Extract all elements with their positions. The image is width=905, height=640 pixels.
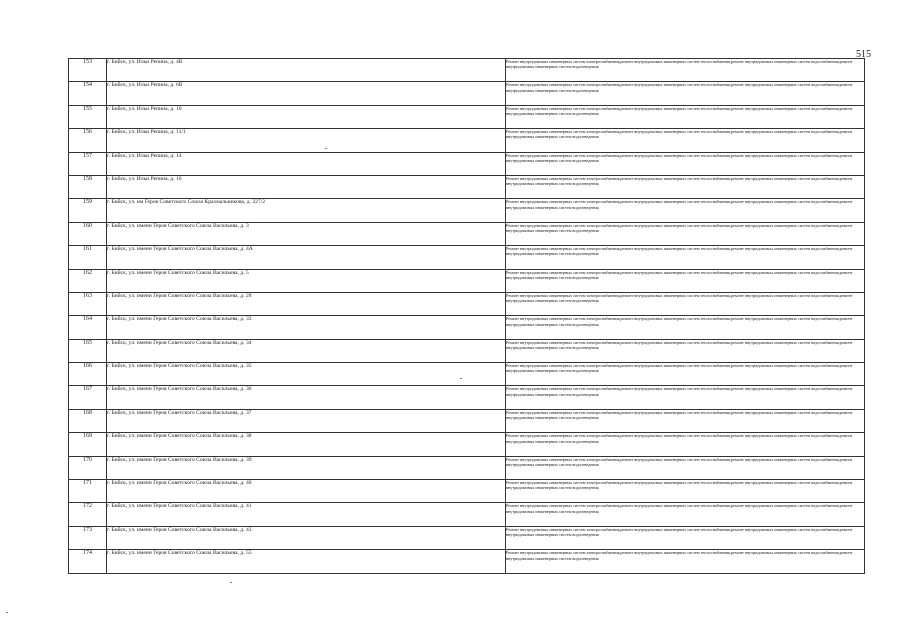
row-number: 168: [69, 409, 107, 432]
row-work-types: Ремонт внутридомовых инженерных систем электроснабжения,ремонт внутридомовых инженерных систем теплоснабжения,ремонт внутридомовых инженерных систем водоснабжения,ремонт внутридомовых инженерных систем водоотведения: [506, 409, 865, 432]
row-address: г. Бийск, ул. имени Героя Советского Союза Васильева, д. 34: [107, 339, 506, 362]
row-number: 173: [69, 526, 107, 549]
row-work-types: Ремонт внутридомовых инженерных систем электроснабжения,ремонт внутридомовых инженерных систем теплоснабжения,ремонт внутридомовых инженерных систем водоснабжения,ремонт внутридомовых инженерных систем водоотведения: [506, 222, 865, 245]
row-work-types: Ремонт внутридомовых инженерных систем электроснабжения,ремонт внутридомовых инженерных систем теплоснабжения,ремонт внутридомовых инженерных систем водоснабжения,ремонт внутридомовых инженерных систем водоотведения: [506, 550, 865, 573]
row-work-types: Ремонт внутридомовых инженерных систем электроснабжения,ремонт внутридомовых инженерных систем теплоснабжения,ремонт внутридомовых инженерных систем водоснабжения,ремонт внутридомовых инженерных систем водоотведения: [506, 129, 865, 152]
row-address: г. Бийск, ул. имени Героя Советского Союза Васильева, д. 35: [107, 363, 506, 386]
row-address: г. Бийск, ул. имени Героя Советского Союза Васильева, д. 55: [107, 550, 506, 573]
row-address: г. Бийск, ул. Ильи Репина, д. 10: [107, 105, 506, 128]
row-address: г. Бийск, ул. имени Героя Советского Союза Васильева, д. 38: [107, 433, 506, 456]
row-work-types: Ремонт внутридомовых инженерных систем электроснабжения,ремонт внутридомовых инженерных систем теплоснабжения,ремонт внутридомовых инженерных систем водоснабжения,ремонт внутридомовых инженерных систем водоотведения: [506, 386, 865, 409]
table-row: [69, 363, 865, 386]
table-row: [69, 269, 865, 292]
row-number: 164: [69, 316, 107, 339]
table-row: [69, 59, 865, 82]
row-number: 153: [69, 59, 107, 82]
row-number: 162: [69, 269, 107, 292]
row-work-types: Ремонт внутридомовых инженерных систем электроснабжения,ремонт внутридомовых инженерных систем теплоснабжения,ремонт внутридомовых инженерных систем водоснабжения,ремонт внутридомовых инженерных систем водоотведения: [506, 175, 865, 198]
row-work-types: Ремонт внутридомовых инженерных систем электроснабжения,ремонт внутридомовых инженерных систем теплоснабжения,ремонт внутридомовых инженерных систем водоснабжения,ремонт внутридомовых инженерных систем водоотведения: [506, 480, 865, 503]
row-work-types: Ремонт внутридомовых инженерных систем электроснабжения,ремонт внутридомовых инженерных систем теплоснабжения,ремонт внутридомовых инженерных систем водоснабжения,ремонт внутридомовых инженерных систем водоотведения: [506, 433, 865, 456]
row-number: 158: [69, 175, 107, 198]
row-address: г. Бийск, ул. Ильи Репина, д. 16: [107, 175, 506, 198]
row-address: г. Бийск, ул. имени Героя Советского Союза Васильева, д. 3: [107, 222, 506, 245]
row-number: 159: [69, 199, 107, 222]
row-work-types: Ремонт внутридомовых инженерных систем электроснабжения,ремонт внутридомовых инженерных систем теплоснабжения,ремонт внутридомовых инженерных систем водоснабжения,ремонт внутридомовых инженерных систем водоотведения: [506, 292, 865, 315]
row-address: г. Бийск, ул. имени Героя Советского Союза Васильева, д. 28: [107, 292, 506, 315]
row-work-types: Ремонт внутридомовых инженерных систем электроснабжения,ремонт внутридомовых инженерных систем теплоснабжения,ремонт внутридомовых инженерных систем водоснабжения,ремонт внутридомовых инженерных систем водоотведения: [506, 199, 865, 222]
row-address: г. Бийск, ул. имени Героя Советского Союза Васильева, д. 43: [107, 526, 506, 549]
scan-artifact: [230, 582, 232, 583]
row-address: г. Бийск, ул. имени Героя Советского Союза Васильева, д. 39: [107, 456, 506, 479]
page-number: 515: [856, 49, 871, 60]
row-work-types: Ремонт внутридомовых инженерных систем электроснабжения,ремонт внутридомовых инженерных систем теплоснабжения,ремонт внутридомовых инженерных систем водоснабжения,ремонт внутридомовых инженерных систем водоотведения: [506, 59, 865, 82]
table-row: [69, 480, 865, 503]
table-row: [69, 292, 865, 315]
row-number: 172: [69, 503, 107, 526]
table-row: [69, 526, 865, 549]
row-number: 166: [69, 363, 107, 386]
row-work-types: Ремонт внутридомовых инженерных систем электроснабжения,ремонт внутридомовых инженерных систем теплоснабжения,ремонт внутридомовых инженерных систем водоснабжения,ремонт внутридомовых инженерных систем водоотведения: [506, 246, 865, 269]
table-row: [69, 82, 865, 105]
table-row: [69, 152, 865, 175]
row-number: 154: [69, 82, 107, 105]
row-work-types: Ремонт внутридомовых инженерных систем электроснабжения,ремонт внутридомовых инженерных систем теплоснабжения,ремонт внутридомовых инженерных систем водоснабжения,ремонт внутридомовых инженерных систем водоотведения: [506, 316, 865, 339]
row-work-types: Ремонт внутридомовых инженерных систем электроснабжения,ремонт внутридомовых инженерных систем теплоснабжения,ремонт внутридомовых инженерных систем водоснабжения,ремонт внутридомовых инженерных систем водоотведения: [506, 526, 865, 549]
row-number: 170: [69, 456, 107, 479]
scan-artifact: [325, 148, 327, 149]
row-number: 156: [69, 129, 107, 152]
row-address: г. Бийск, ул. им Героя Советского Союза Крахмальникова, д. 227/2: [107, 199, 506, 222]
table-row: [69, 246, 865, 269]
row-address: г. Бийск, ул. имени Героя Советского Союза Васильева, д. 33: [107, 316, 506, 339]
table-row: [69, 433, 865, 456]
table-row: [69, 129, 865, 152]
row-address: г. Бийск, ул. имени Героя Советского Союза Васильева, д. 36: [107, 386, 506, 409]
table-row: [69, 550, 865, 573]
row-address: г. Бийск, ул. имени Героя Советского Союза Васильева, д. 40: [107, 480, 506, 503]
scan-artifact: [6, 612, 8, 613]
table-row: [69, 386, 865, 409]
row-work-types: Ремонт внутридомовых инженерных систем электроснабжения,ремонт внутридомовых инженерных систем теплоснабжения,ремонт внутридомовых инженерных систем водоснабжения,ремонт внутридомовых инженерных систем водоотведения: [506, 456, 865, 479]
table-row: [69, 456, 865, 479]
row-number: 155: [69, 105, 107, 128]
row-address: г. Бийск, ул. Ильи Репина, д. 4В: [107, 59, 506, 82]
row-number: 160: [69, 222, 107, 245]
row-number: 157: [69, 152, 107, 175]
houses-repair-table: [68, 58, 865, 574]
row-number: 174: [69, 550, 107, 573]
table-row: [69, 409, 865, 432]
table-row: [69, 105, 865, 128]
scan-artifact: [460, 378, 462, 379]
row-work-types: Ремонт внутридомовых инженерных систем электроснабжения,ремонт внутридомовых инженерных систем теплоснабжения,ремонт внутридомовых инженерных систем водоснабжения,ремонт внутридомовых инженерных систем водоотведения: [506, 339, 865, 362]
table-row: [69, 316, 865, 339]
table-body: [69, 59, 865, 574]
row-address: г. Бийск, ул. Ильи Репина, д. 6В: [107, 82, 506, 105]
row-number: 169: [69, 433, 107, 456]
row-address: г. Бийск, ул. Ильи Репина, д. 14: [107, 152, 506, 175]
row-work-types: Ремонт внутридомовых инженерных систем электроснабжения,ремонт внутридомовых инженерных систем теплоснабжения,ремонт внутридомовых инженерных систем водоснабжения,ремонт внутридомовых инженерных систем водоотведения: [506, 269, 865, 292]
table-row: [69, 175, 865, 198]
row-address: г. Бийск, ул. имени Героя Советского Союза Васильева, д. 5: [107, 269, 506, 292]
row-address: г. Бийск, ул. имени Героя Советского Союза Васильева, д. 41: [107, 503, 506, 526]
row-number: 167: [69, 386, 107, 409]
row-work-types: Ремонт внутридомовых инженерных систем электроснабжения,ремонт внутридомовых инженерных систем теплоснабжения,ремонт внутридомовых инженерных систем водоснабжения,ремонт внутридомовых инженерных систем водоотведения: [506, 82, 865, 105]
row-address: г. Бийск, ул. имени Героя Советского Союза Васильева, д. 37: [107, 409, 506, 432]
row-address: г. Бийск, ул. имени Героя Советского Союза Васильева, д. 4А: [107, 246, 506, 269]
table-row: [69, 222, 865, 245]
row-work-types: Ремонт внутридомовых инженерных систем электроснабжения,ремонт внутридомовых инженерных систем теплоснабжения,ремонт внутридомовых инженерных систем водоснабжения,ремонт внутридомовых инженерных систем водоотведения: [506, 363, 865, 386]
row-number: 165: [69, 339, 107, 362]
row-number: 171: [69, 480, 107, 503]
row-number: 163: [69, 292, 107, 315]
table-row: [69, 503, 865, 526]
row-work-types: Ремонт внутридомовых инженерных систем электроснабжения,ремонт внутридомовых инженерных систем теплоснабжения,ремонт внутридомовых инженерных систем водоснабжения,ремонт внутридомовых инженерных систем водоотведения: [506, 152, 865, 175]
row-work-types: Ремонт внутридомовых инженерных систем электроснабжения,ремонт внутридомовых инженерных систем теплоснабжения,ремонт внутридомовых инженерных систем водоснабжения,ремонт внутридомовых инженерных систем водоотведения: [506, 105, 865, 128]
table-row: [69, 339, 865, 362]
table-row: [69, 199, 865, 222]
row-address: г. Бийск, ул. Ильи Репина, д. 11/1: [107, 129, 506, 152]
row-work-types: Ремонт внутридомовых инженерных систем электроснабжения,ремонт внутридомовых инженерных систем теплоснабжения,ремонт внутридомовых инженерных систем водоснабжения,ремонт внутридомовых инженерных систем водоотведения: [506, 503, 865, 526]
row-number: 161: [69, 246, 107, 269]
